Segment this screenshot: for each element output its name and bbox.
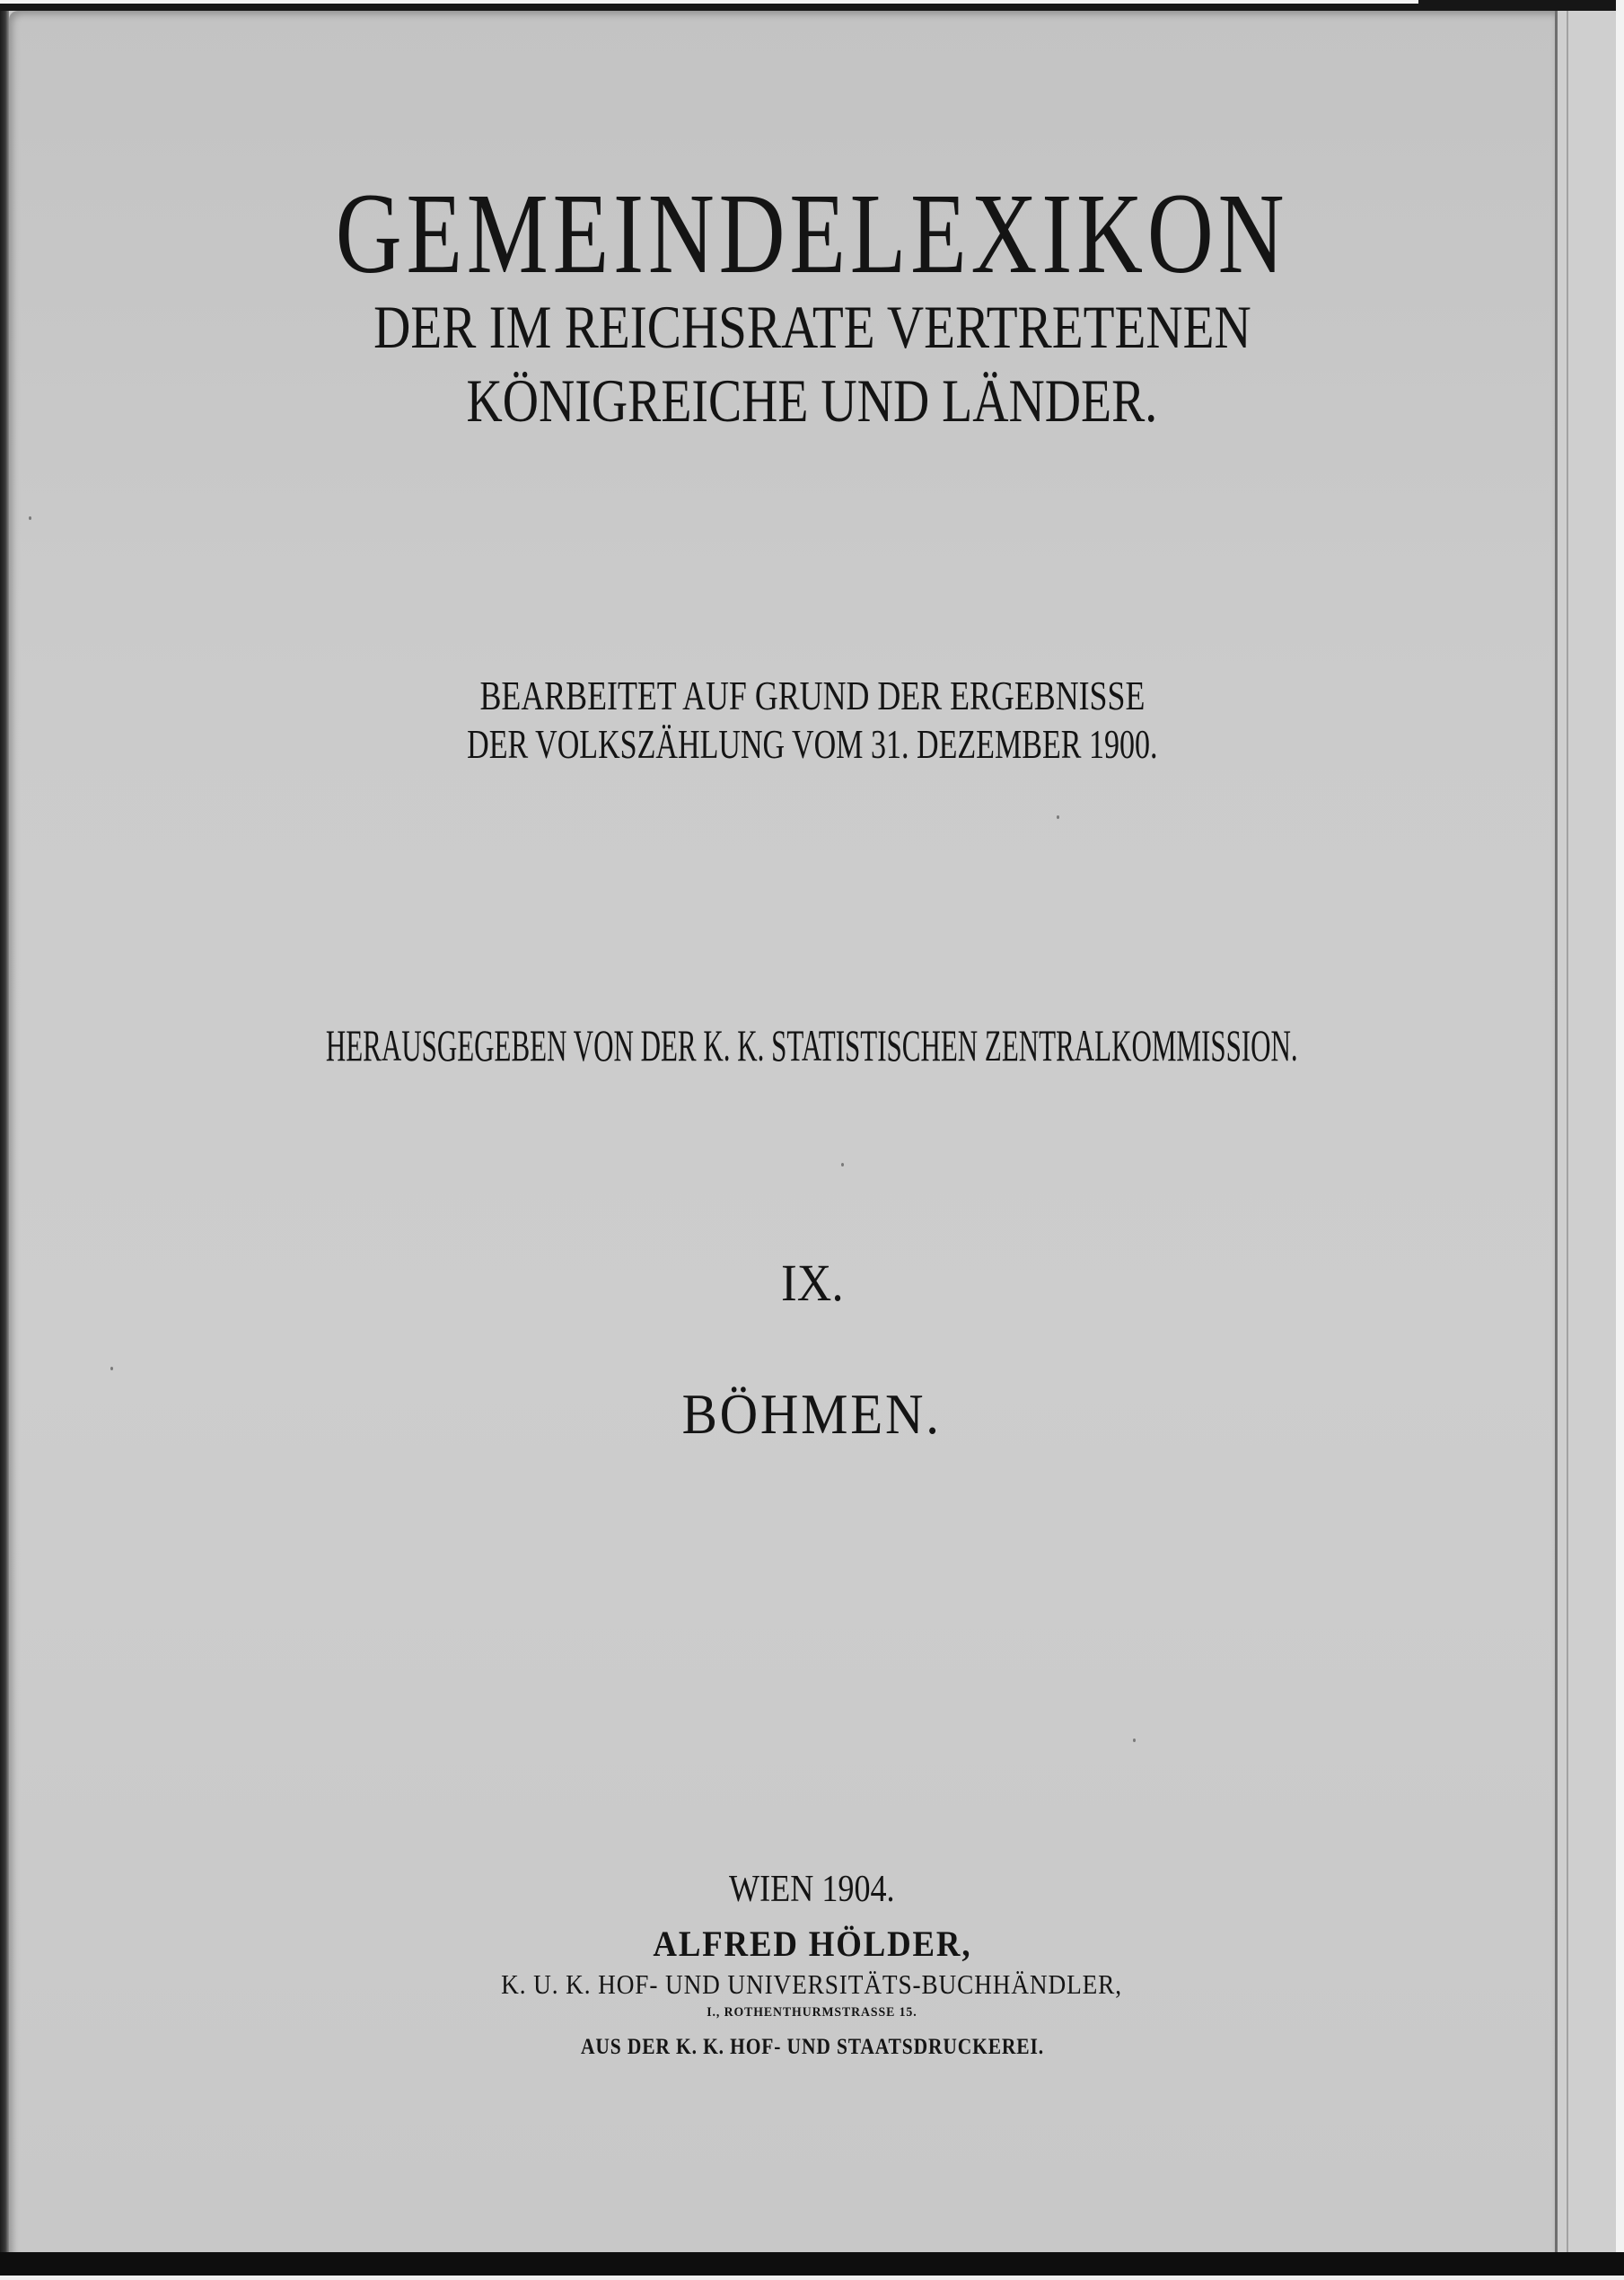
subtitle-line-1 — [0, 293, 1624, 361]
edited-line-1 — [0, 675, 1624, 717]
imprint-publisher-text: ALFRED HÖLDER, — [653, 1923, 971, 1964]
paper-speck — [841, 1163, 844, 1166]
document-title — [0, 170, 1624, 297]
imprint-place-year — [0, 1871, 1624, 1908]
subtitle-line-2-text: KÖNIGREICHE UND LÄNDER. — [466, 366, 1158, 435]
paper-speck — [1133, 1739, 1136, 1742]
paper-speck — [29, 516, 31, 520]
paper-speck — [1057, 815, 1059, 819]
imprint-address-text: I., ROTHENTHURMSTRASSE 15. — [707, 2005, 917, 2020]
edited-line-2-text: DER VOLKSZÄHLUNG VOM 31. DEZEMBER 1900. — [466, 721, 1158, 767]
imprint-publisher — [0, 1923, 1624, 1964]
issuing-body-text: HERAUSGEGEBEN VON DER K. K. STATISTISCHEN ZENTRALKOMMISSION. — [326, 1020, 1298, 1070]
scan-top-margin — [0, 0, 1418, 4]
subtitle-line-2 — [0, 366, 1624, 435]
imprint-place-year-text: WIEN 1904. — [729, 1869, 895, 1910]
imprint-printer-text: AUS DER K. K. HOF- UND STAATSDRUCKEREI. — [580, 2035, 1044, 2059]
edited-line-1-text: BEARBEITET AUF GRUND DER ERGEBNISSE — [479, 673, 1145, 718]
imprint-printer — [0, 2036, 1624, 2058]
imprint-address — [0, 2006, 1624, 2020]
scan-bottom-margin — [0, 2276, 1624, 2280]
document-title-text: GEMEINDELEXIKON — [335, 170, 1289, 297]
volume-number-text: IX. — [780, 1254, 844, 1312]
volume-name — [0, 1382, 1624, 1446]
subtitle-line-1-text: DER IM REICHSRATE VERTRETENEN — [373, 293, 1251, 361]
volume-number — [0, 1254, 1624, 1312]
imprint-publisher-title — [0, 1970, 1624, 1998]
issuing-body — [0, 1020, 1624, 1070]
edited-line-2 — [0, 721, 1624, 767]
paper-speck — [110, 1367, 113, 1370]
imprint-publisher-title-text: K. U. K. HOF- UND UNIVERSITÄTS-BUCHHÄNDLER, — [501, 1968, 1123, 2000]
volume-name-text: BÖHMEN. — [681, 1382, 943, 1446]
